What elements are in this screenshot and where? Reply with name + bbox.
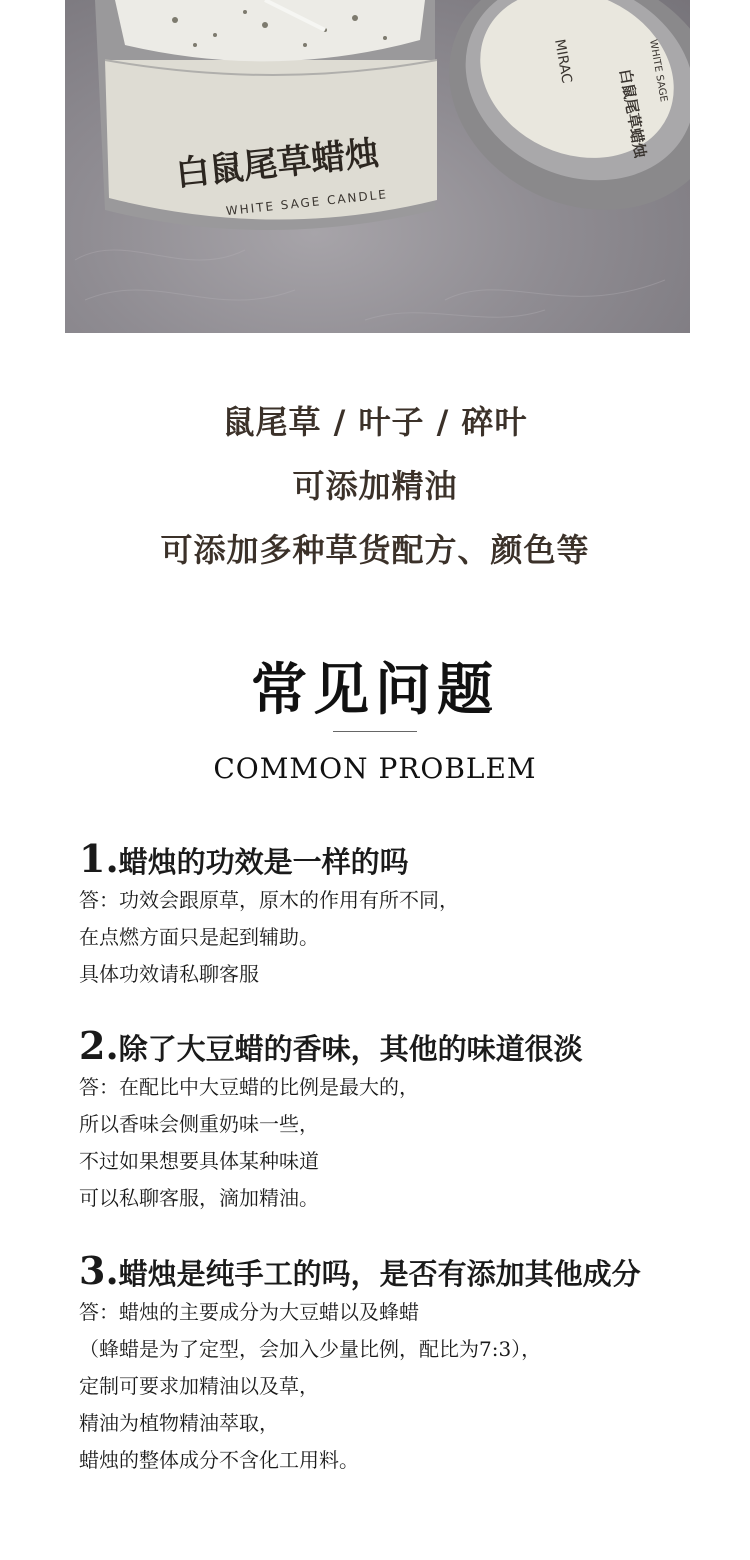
lid-text-sub: WHITE SAGE [647, 38, 669, 103]
faq-answer-line: 蜡烛的整体成分不含化工用料。 [79, 1448, 359, 1472]
faq-item-3 [79, 1248, 729, 1479]
feature-line-3: 可添加多种草货配方、颜色等 [160, 531, 590, 569]
faq-answer-line: 定制可要求加精油以及草， [79, 1374, 319, 1398]
faq-subtitle: COMMON PROBLEM [213, 752, 537, 785]
feature-line-2: 可添加精油 [292, 467, 458, 505]
faq-question [79, 1023, 729, 1069]
product-photo [65, 0, 690, 333]
faq-number: 1. [79, 836, 119, 881]
candle-tin-illustration [65, 0, 690, 333]
lid-text-en: MIRAC [551, 37, 575, 85]
faq-item-2 [79, 1023, 729, 1217]
faq-number: 3. [79, 1248, 119, 1293]
faq-title: 常见问题 [251, 657, 499, 723]
faq-answer-line: 答：蜡烛的主要成分为大豆蜡以及蜂蜡 [79, 1300, 419, 1324]
faq-divider [333, 731, 417, 732]
faq-answer-line: 不过如果想要具体某种味道 [79, 1149, 319, 1173]
faq-answer-line: 答：在配比中大豆蜡的比例是最大的， [79, 1075, 419, 1099]
feature-list [0, 395, 750, 587]
faq-answer-line: 所以香味会侧重奶味一些， [79, 1112, 319, 1136]
tin-label-cn: 白鼠尾草蜡烛 [173, 133, 381, 195]
faq-item-1 [79, 836, 729, 993]
faq-answer-line: 答：功效会跟原草，原木的作用有所不同， [79, 888, 459, 912]
faq-number: 2. [79, 1023, 119, 1068]
lid-text-cn: 白鼠尾草蜡烛 [616, 67, 650, 160]
faq-question [79, 1248, 729, 1294]
faq-answer-line: 具体功效请私聊客服 [79, 962, 259, 986]
tin-label-en: WHITE SAGE CANDLE [225, 187, 389, 219]
feature-line-1: 鼠尾草 / 叶子 / 碎叶 [222, 403, 528, 441]
faq-answer-line: 在点燃方面只是起到辅助。 [79, 925, 319, 949]
faq-answer-line: 精油为植物精油萃取， [79, 1411, 279, 1435]
faq-answer-line: （蜂蜡是为了定型，会加入少量比例，配比为7:3）， [79, 1337, 542, 1361]
faq-question-text: 蜡烛是纯手工的吗，是否有添加其他成分 [118, 1257, 641, 1291]
faq-question-text: 蜡烛的功效是一样的吗 [118, 845, 409, 879]
faq-question-text: 除了大豆蜡的香味，其他的味道很淡 [118, 1032, 583, 1066]
faq-answer-line: 可以私聊客服，滴加精油。 [79, 1186, 319, 1210]
faq-question [79, 836, 729, 882]
